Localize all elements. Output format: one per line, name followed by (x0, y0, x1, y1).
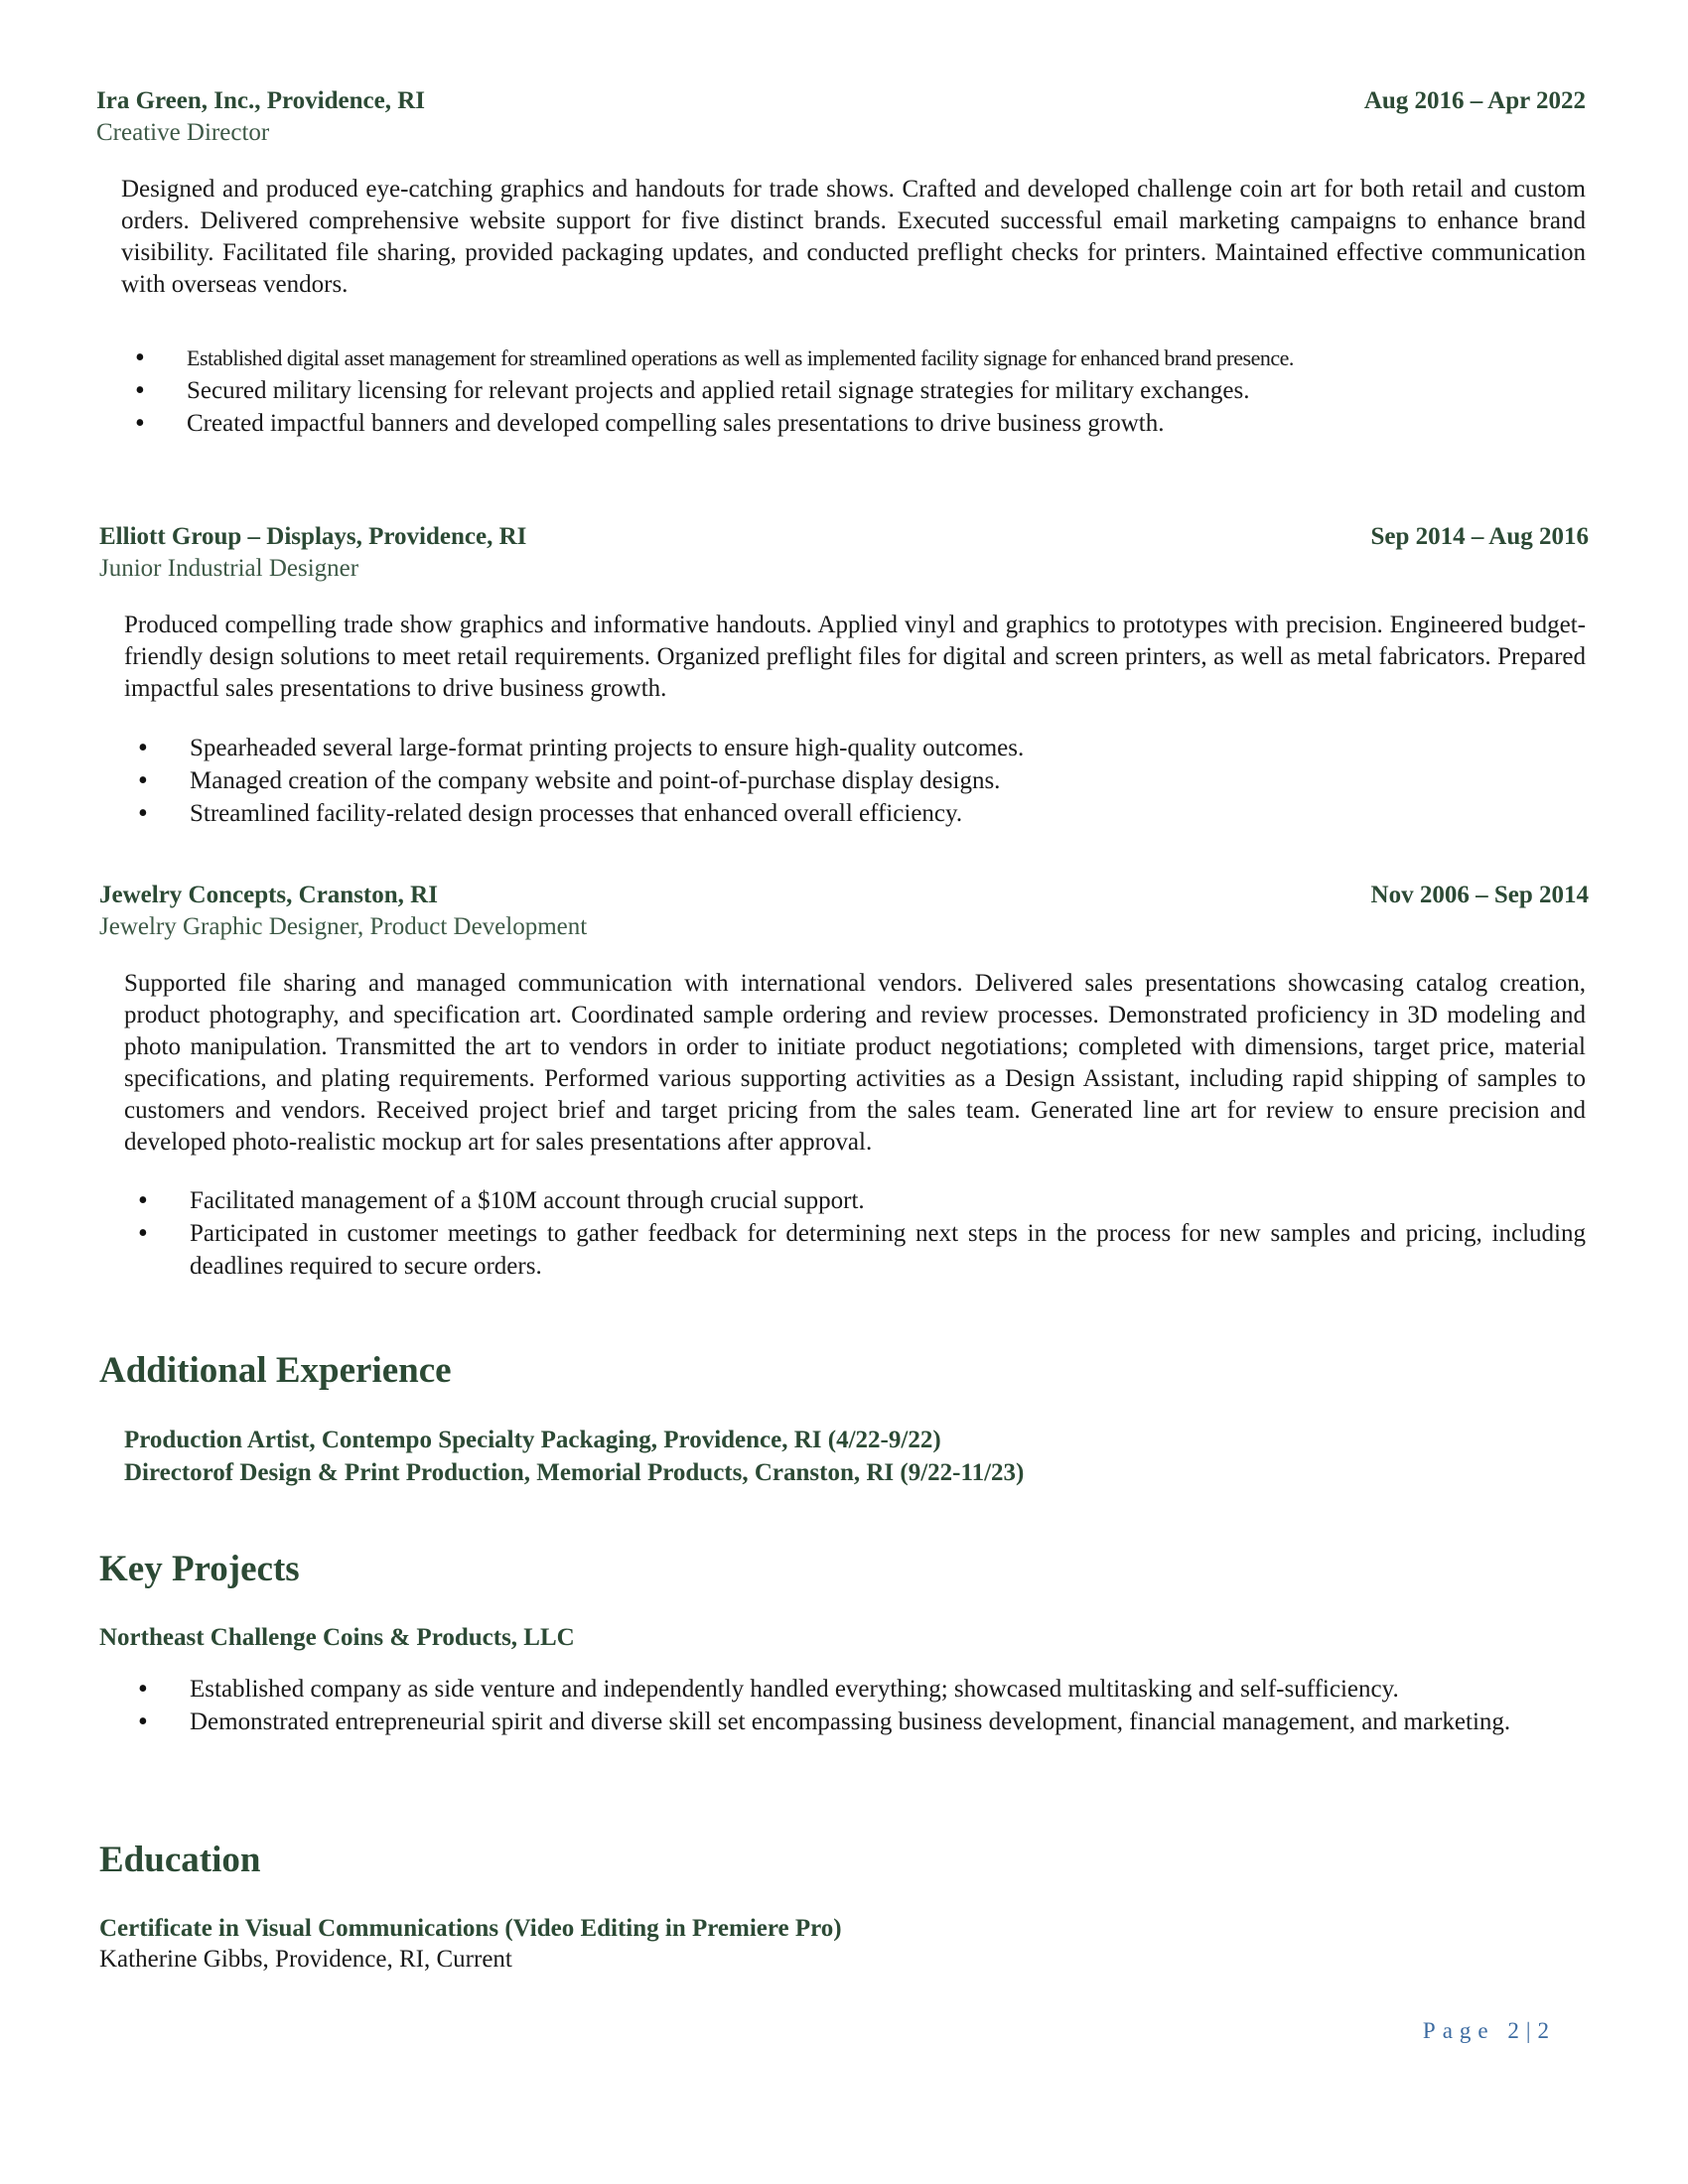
additional-experience-item: Production Artist, Contempo Specialty Packaging, Providence, RI (4/22-9/22) (124, 1427, 941, 1453)
list-item: • Demonstrated entrepreneurial spirit and diverse skill set encompassing business development, financial management, and marketing. (124, 1706, 1586, 1738)
job-dates: Sep 2014 – Aug 2016 (1370, 523, 1589, 550)
job-header (96, 85, 1586, 117)
education-degree: Certificate in Visual Communications (Video Editing in Premiere Pro) (99, 1915, 842, 1942)
job-role: Jewelry Graphic Designer, Product Development (99, 913, 588, 940)
job-summary: Supported file sharing and managed communication with international vendors. Delivered sales presentations showcasing catalog creation, product photography, and specification art. Coordinated sample ordering and review processes. Demonstrated proficiency in 3D modeling and photo manipulation. Transmitted the art to vendors in order to initiate product negotiations; completed with dimensions, target price, material specifications, and plating requirements. Performed various supporting activities as a Design Assistant, including rapid shipping of samples to customers and vendors. Received project brief and target pricing from the sales team. Generated line art for review to ensure precision and developed photo-realistic mockup art for sales presentations after approval. (124, 970, 1586, 1156)
job-header (99, 880, 1589, 911)
list-item: • Spearheaded several large-format printing projects to ensure high-quality outcomes. (124, 732, 1586, 764)
job-entry (96, 85, 1586, 149)
list-item: • Managed creation of the company website and point-of-purchase display designs. (124, 764, 1586, 797)
page-number: Page 2|2 (1422, 2018, 1556, 2043)
list-item: • Established company as side venture and independently handled everything; showcased multitasking and self-sufficiency. (124, 1673, 1586, 1706)
company-name: Elliott Group – Displays, Providence, RI (99, 523, 527, 550)
list-item: • Established digital asset management for streamlined operations as well as implemented facility signage for enhanced brand presence. (121, 341, 1586, 374)
project-name: Northeast Challenge Coins & Products, LLC (99, 1624, 575, 1651)
section-title-key-projects: Key Projects (99, 1549, 300, 1589)
list-item: • Created impactful banners and developed compelling sales presentations to drive business growth. (121, 407, 1586, 440)
list-item: • Facilitated management of a $10M account through crucial support. (124, 1184, 1586, 1217)
list-item: • Secured military licensing for relevant projects and applied retail signage strategies for military exchanges. (121, 374, 1586, 407)
company-name: Ira Green, Inc., Providence, RI (96, 87, 425, 114)
job-dates: Nov 2006 – Sep 2014 (1370, 882, 1589, 908)
job-bullets (124, 732, 1586, 830)
company-name: Jewelry Concepts, Cranston, RI (99, 882, 438, 908)
job-bullets (124, 1184, 1586, 1283)
job-header (99, 521, 1589, 553)
job-summary: Produced compelling trade show graphics and informative handouts. Applied vinyl and graphics to prototypes with precision. Engineered budget-friendly design solutions to meet retail requirements. Organized preflight files for digital and screen printers, as well as metal fabricators. Prepared impactful sales presentations to drive business growth. (124, 612, 1586, 702)
section-title-additional-experience: Additional Experience (99, 1350, 452, 1391)
education-school: Katherine Gibbs, Providence, RI, Current (99, 1946, 512, 1973)
additional-experience-item: Directorof Design & Print Production, Memorial Products, Cranston, RI (9/22-11/23) (124, 1459, 1025, 1486)
job-dates: Aug 2016 – Apr 2022 (1363, 87, 1586, 114)
project-bullets (124, 1673, 1586, 1738)
list-item: • Participated in customer meetings to gather feedback for determining next steps in the process for new samples and pricing, including deadlines required to secure orders. (124, 1217, 1586, 1283)
list-item: • Streamlined facility-related design processes that enhanced overall efficiency. (124, 797, 1586, 830)
job-entry (99, 521, 1589, 585)
job-role: Creative Director (96, 119, 270, 146)
job-bullets (121, 341, 1586, 440)
job-summary: Designed and produced eye-catching graphics and handouts for trade shows. Crafted and developed challenge coin art for both retail and custom orders. Delivered comprehensive website support for five distinct brands. Executed successful email marketing campaigns to enhance brand visibility. Facilitated file sharing, provided packaging updates, and conducted preflight checks for printers. Maintained effective communication with overseas vendors. (121, 176, 1586, 298)
job-entry (99, 880, 1589, 943)
section-title-education: Education (99, 1840, 261, 1880)
job-role: Junior Industrial Designer (99, 555, 359, 582)
